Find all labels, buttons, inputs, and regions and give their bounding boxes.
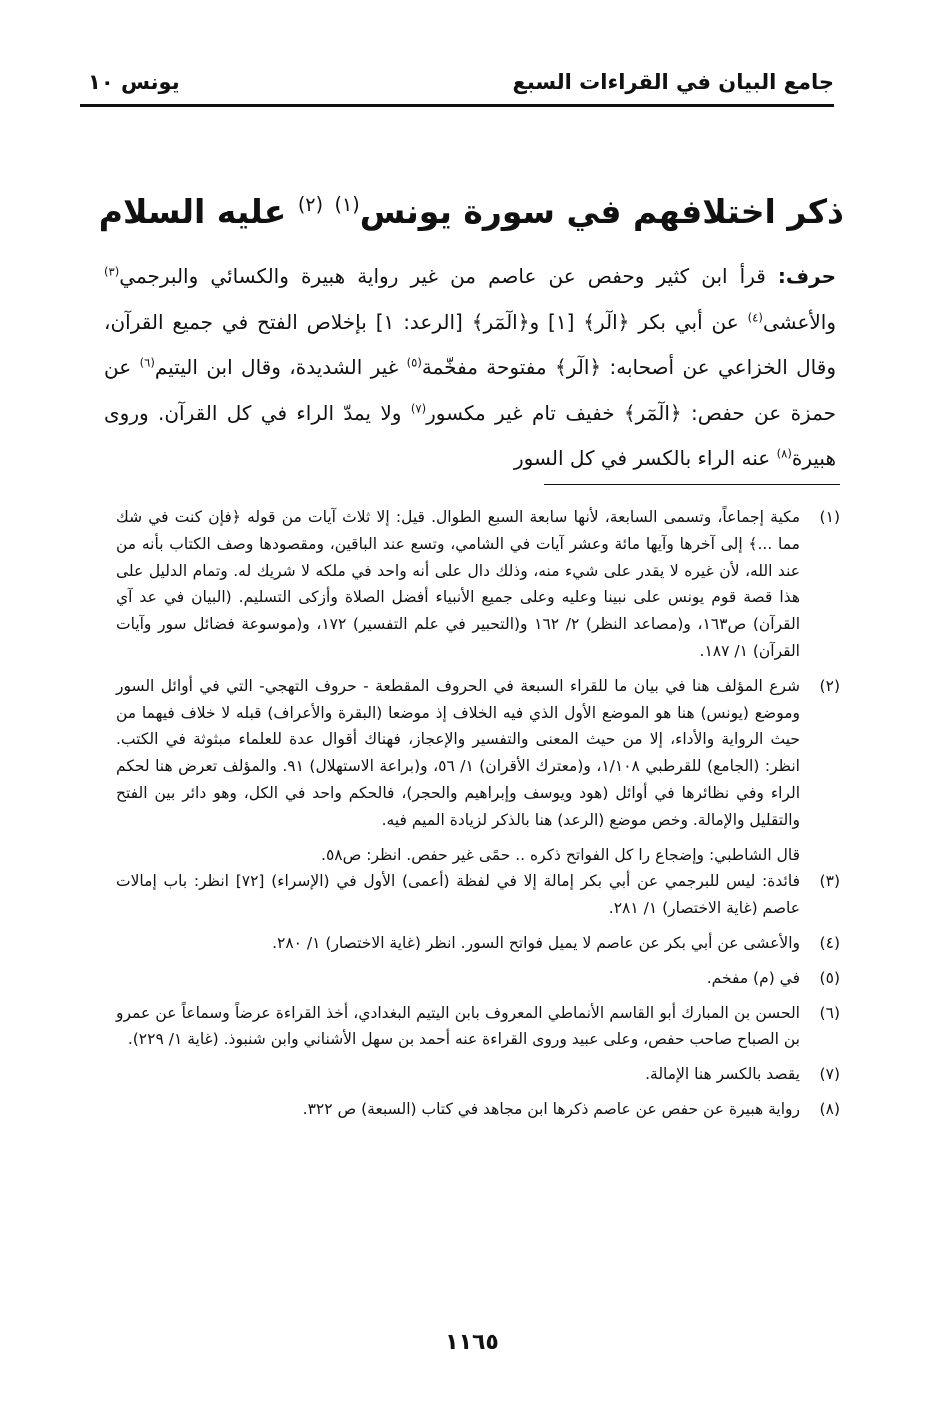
- footnote-number: (٢): [819, 676, 840, 695]
- footnote: [116, 504, 840, 665]
- text-segment: غير الشديدة، وقال ابن اليتيم: [154, 355, 399, 379]
- text-segment: والأعشى: [762, 309, 837, 334]
- footnote-ref: (٥): [406, 355, 422, 370]
- footnote-continuation: قال الشاطبي: وإضجاع را كل الفواتح ذكره .. حمًى غير حفص. انظر: ص٥٨.: [321, 845, 800, 864]
- footnote: [116, 965, 840, 992]
- footnotes: [116, 504, 840, 1131]
- footnote-text: فائدة: ليس للبرجمي عن أبي بكر إمالة إلا في لفظة (أعمى) الأول في (الإسراء) [٧٢] انظر: باب إمالات عاصم (غاية الاختصار) ١/ ٢٨١.: [116, 872, 800, 918]
- footnote-ref: (٦): [139, 355, 155, 370]
- footnote-ref: (٤): [747, 309, 763, 324]
- footnote: [116, 1096, 840, 1123]
- running-header: [88, 62, 834, 102]
- text-segment: عنه الراء بالكسر في كل السور: [514, 446, 771, 470]
- footnote: [116, 1061, 840, 1088]
- book-title: جامع البيان في القراءات السبع: [512, 70, 834, 94]
- chapter-title: [100, 182, 844, 242]
- surah-label: يونس ١٠: [88, 70, 180, 94]
- footnote-number: (١): [819, 508, 840, 526]
- footnote: [116, 673, 840, 834]
- footnote-text: شرع المؤلف هنا في بيان ما للقراء السبعة في الحروف المقطعة - حروف التهجي- التي في أوائل السور وموضع (يونس) هنا هو الموضع الأول الذي فيه الخلاف إذ موضعا (البقرة والأعراف) قبله لا خلاف فيهما من حيث الرواية والأداء، إلا من حيث المعنى والتفسير والإعجاز، فهناك أقوال عدة للعلماء مبثوثة في الكتب. انظر: (الجامع) للقرطبي ١/١٠٨، و(معترك الأقران) ١/ ٥٦، و(براعة الاستهلال) ٩١. والمؤلف تعرض هنا لحكم الراء وفي نظائرها في أوائل (هود ويوسف وإبراهيم والحجر)، فالحكم واحد في الكل، وهو دائر بين الفتح والتقليل والإمالة. وخص موضع (الرعد) هنا بالذكر لزيادة الميم فيه.: [116, 676, 800, 829]
- text-segment: عن حمزة عن حفص: ﴿الٓمٓر﴾ خفيف تام غير مكسور: [104, 355, 837, 425]
- chapter-title-part2: عليه السلام: [98, 192, 287, 231]
- footnote-ref: (٣): [104, 264, 120, 279]
- footnote-text: الحسن بن المبارك أبو القاسم الأنماطي المعروف بابن اليتيم البغدادي، أخذ القراءة عرضاً وسماعاً عن عمرو بن الصباح صاحب حفص، وعلى عبيد وروى القراءة عنه أحمد بن سهل الأشناني وابن شنبوذ. (غاية ١/ ٢٢٩).: [116, 1003, 800, 1049]
- footnote-text: رواية هبيرة عن حفص عن عاصم ذكرها ابن مجاهد في كتاب (السبعة) ص ٣٢٢.: [302, 1099, 800, 1118]
- main-text: [104, 254, 836, 482]
- footnote-number: (٥): [819, 968, 840, 987]
- footnote-ref: (٨): [776, 446, 792, 461]
- footnote-number: (٧): [819, 1065, 840, 1084]
- footnote-text: مكية إجماعاً، وتسمى السابعة، لأنها سابعة السبع الطوال. قيل: إلا ثلاث آيات من قوله ﴿فإن كنت في شك مما ...﴾ إلى آخرها وآيها مائة وعشر آيات في الشامي، وتسع عند الباقين، ومقصودها وصف الكتاب بأنه من عند الله، لأن غيره لا يقدر على شيء منه، وذلك دال على أنه واحد في ملكه لا شريك له. وتمام الدليل على هذا قصة قوم يونس على نبينا وعليه وعلى جميع الأنبياء أفضل الصلاة وأزكى التسليم. (البيان في عد آي القرآن) ص١٦٣، و(مصاعد النظر) ٢/ ١٦٢ و(التحبير في علم التفسير) ١٧٢، و(موسوعة فضائل سور وآيات القرآن) ١/ ١٨٧.: [116, 508, 800, 660]
- footnote-number: (٣): [819, 872, 840, 891]
- footnote: [116, 868, 840, 922]
- text-segment: ولا يمدّ الراء في كل القرآن. وروى هبيرة: [104, 400, 836, 470]
- footnote-number: (٤): [819, 933, 840, 952]
- text-segment: قرأ ابن كثير وحفص عن عاصم من غير رواية هبيرة والكسائي والبرجمي: [119, 264, 766, 288]
- footnote-ref: (٢): [297, 193, 324, 216]
- lead-word: حرف:: [777, 264, 836, 288]
- footnote-separator: [544, 484, 840, 485]
- footnote-ref: (٧): [410, 400, 427, 415]
- footnote-number: (٦): [819, 1003, 840, 1022]
- footnote-text: في (م) مفخم.: [706, 968, 800, 987]
- text-segment: عن أبي بكر ﴿الٓر﴾ [١] و﴿الٓمٓر﴾ [الرعد: ١] بإخلاص الفتح في جميع القرآن، وقال الخزاعي عن أصحابه: ﴿الٓر﴾ مفتوحة مفخّمة: [104, 309, 836, 379]
- footnote-number: (٨): [819, 1099, 840, 1118]
- footnote: [116, 1000, 840, 1054]
- header-rule: [80, 104, 834, 107]
- footnote-text: يقصد بالكسر هنا الإمالة.: [645, 1065, 800, 1084]
- footnote-text: والأعشى عن أبي بكر عن عاصم لا يميل فواتح السور. انظر (غاية الاختصار) ١/ ٢٨٠.: [272, 933, 800, 952]
- chapter-title-part1: ذكر اختلافهم في سورة يونس: [359, 192, 844, 231]
- footnote: [116, 930, 840, 957]
- footnote-ref: (١): [334, 193, 360, 216]
- page-number: ١١٦٥: [445, 1330, 499, 1355]
